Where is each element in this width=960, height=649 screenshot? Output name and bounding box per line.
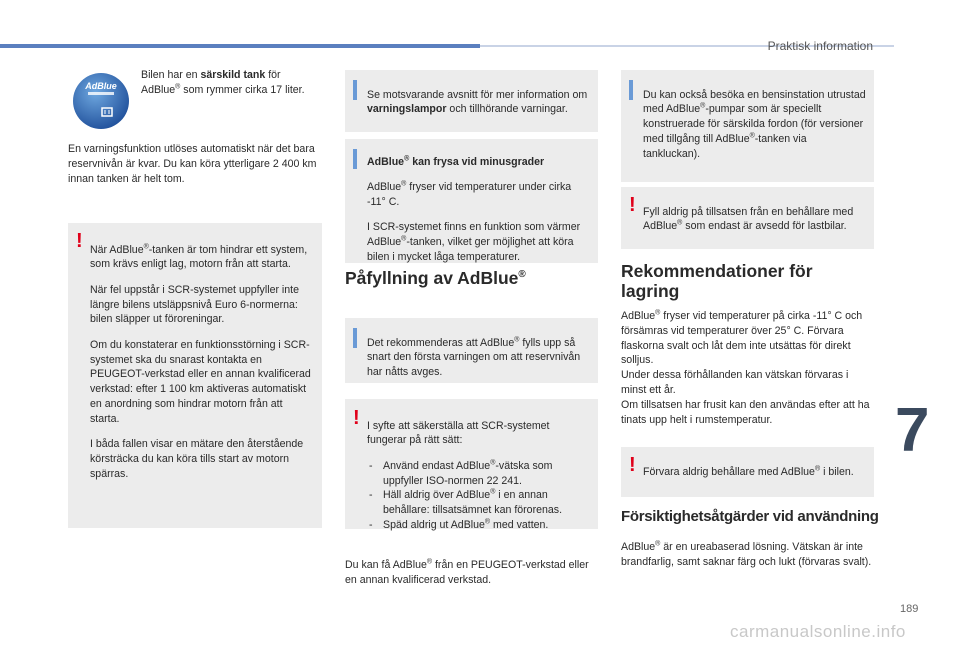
warning-box-storage-in-car: ! Förvara aldrig behållare med AdBlue® i bilen.: [621, 447, 874, 497]
warning-icon: !: [629, 454, 636, 476]
info-icon: [353, 328, 357, 348]
info-box-refill-timing: Det rekommenderas att AdBlue® fylls upp så snart den första varningen om att reservnivån har nåtts avges.: [345, 318, 598, 383]
list-item: - Häll aldrig över AdBlue® i en annan behållare: tillsatsämnet kan förorenas.: [367, 488, 590, 518]
section-title: Praktisk information: [767, 39, 873, 53]
page-number: 189: [900, 603, 919, 615]
info-icon: [629, 80, 633, 100]
chapter-number: 7: [895, 396, 930, 465]
header-accent-bar: [0, 44, 480, 48]
warning-box-scr-system: ! I syfte att säkerställa att SCR-systemet fungerar på rätt sätt: - Använd endast AdBlue®-vätska som uppfyller ISO-normen 22 241. - Häll aldrig över AdBlue® i en annan behållare: tillsatsämnet kan förorenas. - Späd aldrig ut AdBlue® med vatten.: [345, 399, 598, 529]
info-icon: [353, 80, 357, 100]
heading-refill: Påfyllning av AdBlue®: [345, 268, 526, 288]
availability-text: Du kan få AdBlue® från en PEUGEOT-verkstad eller en annan kvalificerad verkstad.: [345, 558, 589, 586]
list-item: - Späd aldrig ut AdBlue® med vatten.: [367, 518, 590, 533]
warning-box-empty-tank: ! När AdBlue®-tanken är tom hindrar ett system, som krävs enligt lag, motorn från att starta. När fel uppstår i SCR-systemet uppfyller inte längre bilens utsläppsnivå Euro 6-normerna: bilen släpper ut föroreningar. Om du konstaterar en funktionsstörning i SCR-systemet ska du snarast kontakta en PEUGEOT-verkstad eller en annan kvalificerad verkstad: efter 1 100 km aktiveras automatiskt en anordning som hindrar motorn från att starta. I båda fallen visar en mätare den återstående körsträcka du kan köra tills start av motorn spärras.: [68, 223, 322, 528]
info-box-freezing: AdBlue® kan frysa vid minusgrader AdBlue® fryser vid temperaturer under cirka -11° C. I SCR-systemet finns en funktion som värmer AdBlue®-tanken, vilket ger möjlighet att köra bilen i mycket låga temperaturer.: [345, 139, 598, 263]
precautions-text: AdBlue® är en ureabaserad lösning. Vätskan är inte brandfarlig, samt saknar färg och lukt (förvaras svalt).: [621, 540, 872, 568]
heading-precautions: Försiktighetsåtgärder vid användning: [621, 508, 879, 525]
warning-box-truck-container: ! Fyll aldrig på tillsatsen från en behållare med AdBlue® som endast är avsedd för lastbilar.: [621, 187, 874, 249]
heading-storage: Rekommendationer för lagring: [621, 261, 813, 301]
tank-capacity-text: Bilen har en särskild tank för AdBlue® som rymmer cirka 17 liter.: [141, 69, 305, 96]
info-box-warning-lamps: Se motsvarande avsnitt för mer information om varningslampor och tillhörande varningar.: [345, 70, 598, 132]
warning-icon: !: [629, 194, 636, 216]
storage-text: AdBlue® fryser vid temperaturer på cirka -11° C och försämras vid temperaturer över 25° C. Förvara flaskorna svalt och låt dem inte utsättas för direkt solljus. Under dessa förhållanden kan vätskan förvaras i minst ett år. Om tillsatsen har frusit kan den användas efter att ha tinats upp helt i rumstemperatur.: [621, 309, 870, 426]
warning-icon: !: [353, 407, 360, 429]
info-icon: [353, 149, 357, 169]
info-box-petrol-station: Du kan också besöka en bensinstation utrustad med AdBlue®-pumpar som är speciellt konstruerade för särskilda fordon (för versioner med tillgång till AdBlue®-tanken via tankluckan).: [621, 70, 874, 182]
adblue-tank-icon: [72, 72, 130, 130]
warning-icon: !: [76, 230, 83, 252]
list-item: - Använd endast AdBlue®-vätska som uppfyller ISO-normen 22 241.: [367, 459, 590, 489]
watermark: carmanualsonline.info: [730, 622, 906, 641]
adblue-icon-label: AdBlue: [85, 81, 117, 91]
reserve-warning-text: En varningsfunktion utlöses automatiskt när det bara reservnivån är kvar. Du kan köra ytterligare 2 400 km innan tanken är helt tom.: [68, 143, 317, 185]
